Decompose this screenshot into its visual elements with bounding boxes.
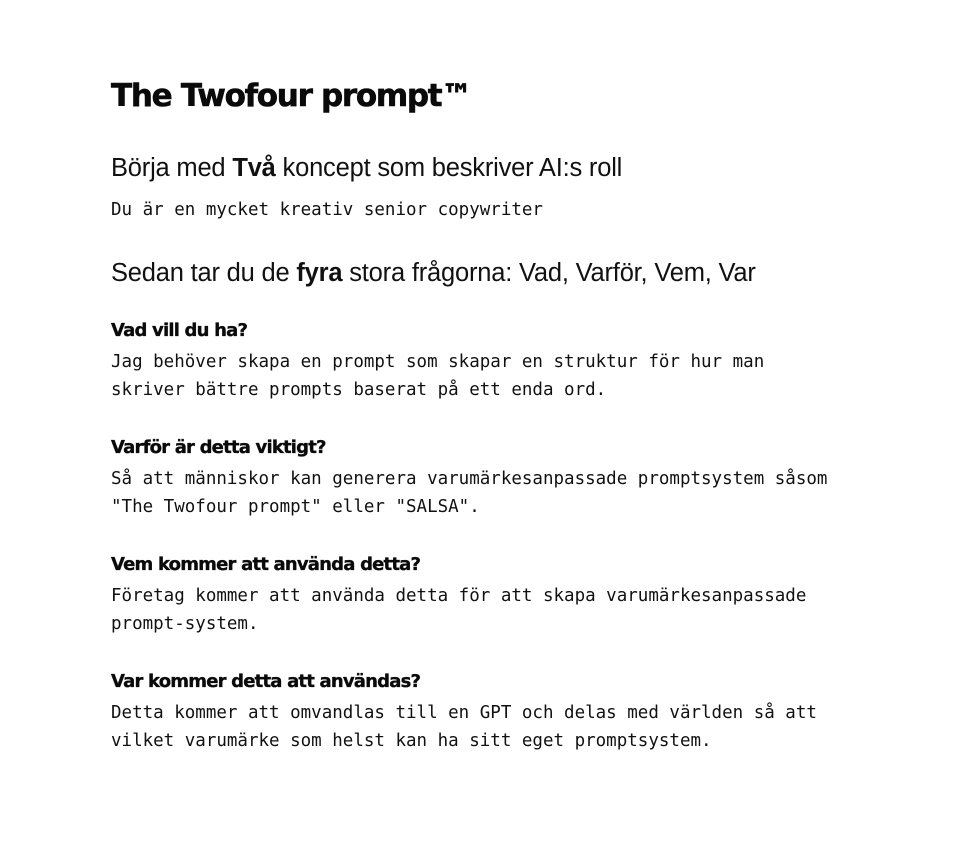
questions-heading-before: Sedan tar du de xyxy=(111,259,297,287)
answer-what: Jag behöver skapa en prompt som skapar en struktur för hur man skriver bättre prompts baserat på ett enda ord. xyxy=(111,352,765,400)
page-title: The Twofour prompt™ xyxy=(111,78,472,114)
question-heading-who: Vem kommer att använda detta? xyxy=(111,554,421,575)
question-heading-what: Vad vill du ha? xyxy=(111,320,248,341)
questions-heading-after: stora frågorna: Vad, Varför, Vem, Var xyxy=(342,259,756,287)
intro-heading-bold: Två xyxy=(232,154,276,182)
answer-why: Så att människor kan generera varumärkesanpassade promptsystem såsom "The Twofour prompt" eller "SALSA". xyxy=(111,469,828,517)
intro-heading-after: koncept som beskriver AI:s roll xyxy=(275,154,623,182)
role-example-code: Du är en mycket kreativ senior copywriter xyxy=(111,200,543,220)
question-heading-where: Var kommer detta att användas? xyxy=(111,671,421,692)
questions-heading-bold: fyra xyxy=(296,259,343,287)
intro-heading xyxy=(111,152,980,184)
answer-who: Företag kommer att använda detta för att skapa varumärkesanpassade prompt-system. xyxy=(111,586,807,634)
question-heading-why: Varför är detta viktigt? xyxy=(111,437,326,458)
intro-heading-before: Börja med xyxy=(111,154,233,182)
answer-where: Detta kommer att omvandlas till en GPT och delas med världen så att vilket varumärke som helst kan ha sitt eget promptsystem. xyxy=(111,703,817,751)
questions-heading xyxy=(111,257,980,289)
